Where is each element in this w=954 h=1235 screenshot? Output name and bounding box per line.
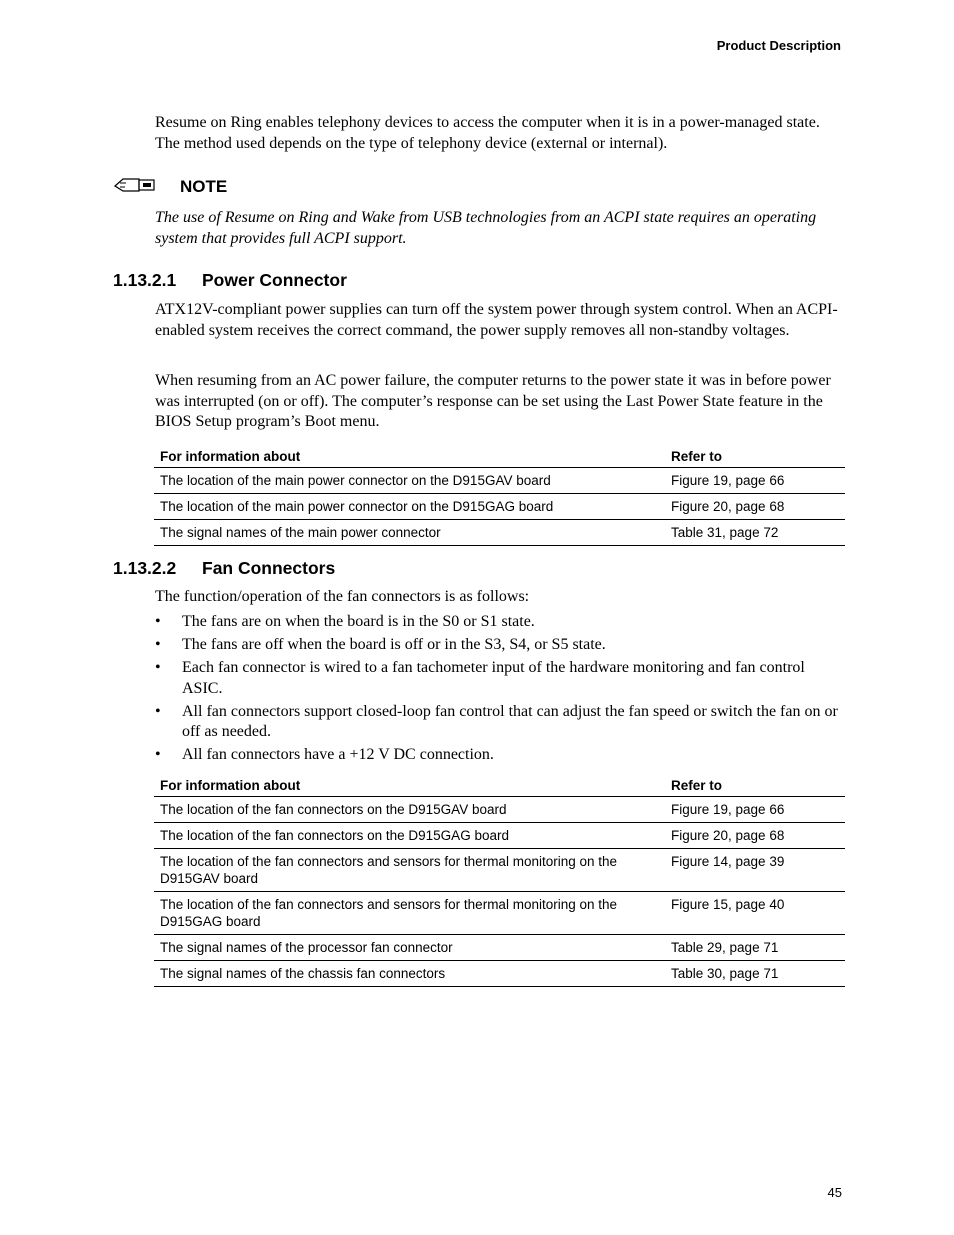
table-cell: The location of the fan connectors on the D915GAV board bbox=[154, 797, 665, 823]
section-heading-power-connector bbox=[113, 270, 347, 291]
table-cell: The location of the main power connector on the D915GAV board bbox=[154, 468, 665, 494]
intro-paragraph: Resume on Ring enables telephony devices to access the computer when it is in a power-managed state. The method used depends on the type of telephony device (external or internal). bbox=[155, 114, 820, 152]
power-paragraph-2: When resuming from an AC power failure, the computer returns to the power state it was in before power was interrupted (on or off). The computer’s response can be set using the Last Power State feature in the BIOS Setup program’s Boot menu. bbox=[155, 372, 831, 430]
note-text: The use of Resume on Ring and Wake from USB technologies from an ACPI state requires an operating system that provides full ACPI support. bbox=[155, 209, 817, 247]
power-paragraph-1: ATX12V-compliant power supplies can turn off the system power through system control. When an ACPI-enabled system receives the correct command, the power supply removes all non-standby voltages. bbox=[155, 301, 838, 339]
table-cell: The location of the fan connectors on the D915GAG board bbox=[154, 823, 665, 849]
table-cell: Figure 19, page 66 bbox=[665, 468, 845, 494]
bullet-icon: • bbox=[155, 702, 161, 720]
table-cell: The location of the main power connector on the D915GAG board bbox=[154, 494, 665, 520]
list-item: • The fans are off when the board is off or in the S3, S4, or S5 state. bbox=[155, 635, 845, 656]
table-cell: Figure 20, page 68 bbox=[665, 494, 845, 520]
section-title: Power Connector bbox=[202, 270, 347, 290]
table-cell: The signal names of the processor fan connector bbox=[154, 935, 665, 961]
column-header: For information about bbox=[154, 445, 665, 468]
section-title: Fan Connectors bbox=[202, 558, 336, 578]
table-cell: The location of the fan connectors and sensors for thermal monitoring on the D915GAG board bbox=[154, 892, 665, 935]
power-reference-table bbox=[154, 445, 845, 546]
fan-intro-paragraph: The function/operation of the fan connectors is as follows: bbox=[155, 588, 530, 605]
bullet-icon: • bbox=[155, 636, 161, 653]
bullet-icon: • bbox=[155, 746, 161, 763]
section-number: 1.13.2.2 bbox=[113, 558, 177, 578]
table-row bbox=[154, 520, 845, 546]
column-header: Refer to bbox=[665, 774, 845, 797]
bullet-icon: • bbox=[155, 613, 161, 630]
table-row bbox=[154, 494, 845, 520]
column-header: For information about bbox=[154, 774, 665, 797]
table-cell: Figure 19, page 66 bbox=[665, 797, 845, 823]
section-heading-fan-connectors bbox=[113, 558, 335, 579]
table-header-row bbox=[154, 445, 845, 468]
running-header: Product Description bbox=[716, 38, 841, 53]
table-row bbox=[154, 935, 845, 961]
fan-bullet-list bbox=[155, 612, 845, 768]
list-item: • All fan connectors have a +12 V DC connection. bbox=[155, 745, 845, 766]
list-item: • All fan connectors support closed-loop fan control that can adjust the fan speed or switch the fan on or off as needed. bbox=[155, 702, 838, 740]
table-cell: Table 29, page 71 bbox=[665, 935, 845, 961]
table-cell: Figure 14, page 39 bbox=[665, 849, 845, 892]
table-row bbox=[154, 892, 845, 935]
table-row bbox=[154, 961, 845, 987]
table-cell: Table 30, page 71 bbox=[665, 961, 845, 987]
section-number: 1.13.2.1 bbox=[113, 270, 177, 290]
page-number: 45 bbox=[827, 1185, 842, 1200]
bullet-icon: • bbox=[155, 659, 161, 676]
table-cell: The location of the fan connectors and sensors for thermal monitoring on the D915GAV board bbox=[154, 849, 665, 892]
column-header: Refer to bbox=[665, 445, 845, 468]
list-item: • The fans are on when the board is in the S0 or S1 state. bbox=[155, 612, 845, 633]
table-header-row bbox=[154, 774, 845, 797]
fan-reference-table bbox=[154, 774, 845, 987]
note-heading: NOTE bbox=[180, 177, 228, 196]
table-cell: The signal names of the main power connector bbox=[154, 520, 665, 546]
note-hand-icon bbox=[113, 174, 157, 194]
table-cell: Figure 15, page 40 bbox=[665, 892, 845, 935]
table-cell: Figure 20, page 68 bbox=[665, 823, 845, 849]
table-row bbox=[154, 849, 845, 892]
table-cell: The signal names of the chassis fan connectors bbox=[154, 961, 665, 987]
list-item: • Each fan connector is wired to a fan tachometer input of the hardware monitoring and fan control ASIC. bbox=[155, 659, 805, 697]
table-row bbox=[154, 823, 845, 849]
table-row bbox=[154, 468, 845, 494]
table-cell: Table 31, page 72 bbox=[665, 520, 845, 546]
table-row bbox=[154, 797, 845, 823]
